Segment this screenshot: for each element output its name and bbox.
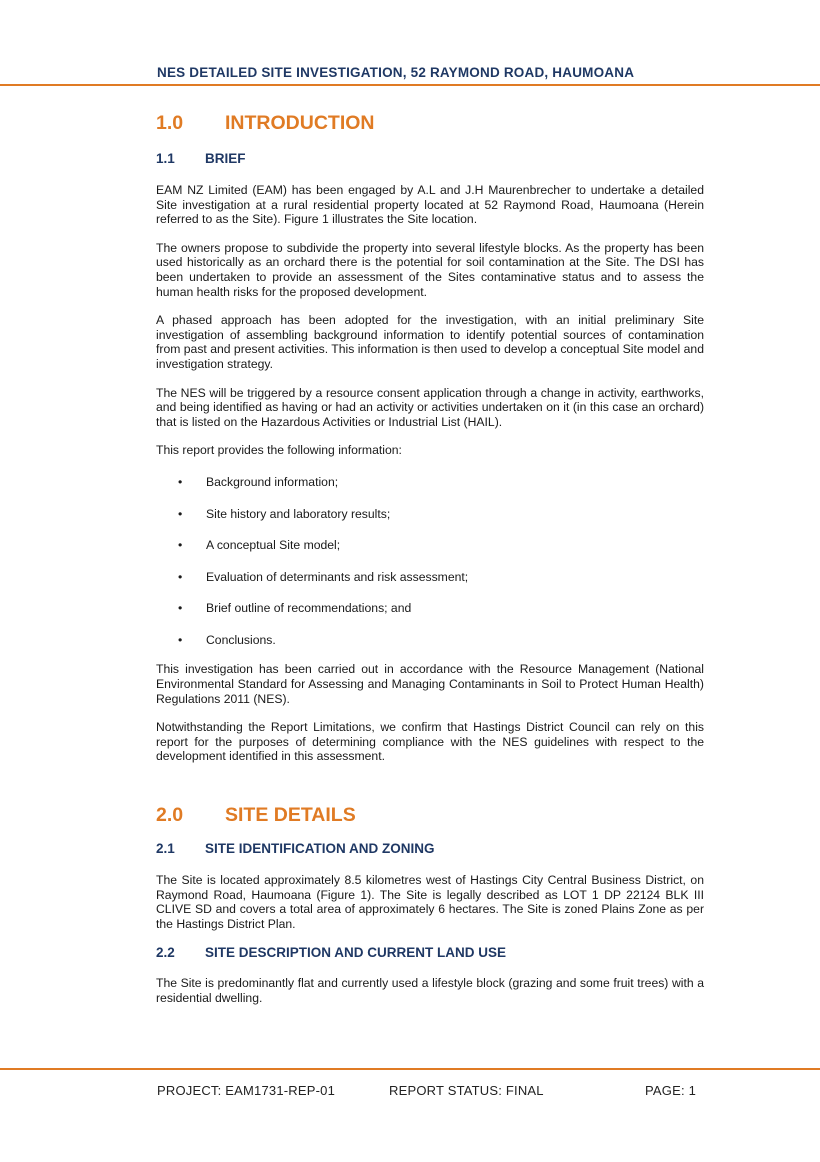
subsection-title: SITE IDENTIFICATION AND ZONING: [205, 841, 435, 857]
bullet-icon: •: [178, 632, 183, 647]
subsection-2-1-heading: [156, 841, 704, 856]
subsection-2-2-heading: [156, 945, 704, 960]
list-item: • Brief outline of recommendations; and: [178, 601, 412, 616]
subsection-number: 2.1: [156, 841, 175, 857]
footer-page-number: PAGE: 1: [645, 1083, 697, 1098]
subsection-number: 1.1: [156, 151, 175, 166]
paragraph: The owners propose to subdivide the property into several lifestyle blocks. As the property has been used historically as an orchard there is the potential for soil contamination at the Site. The DSI has been undertaken to provide an assessment of the Sites contaminative status and to assess the human health risks for the proposed development.: [156, 240, 704, 299]
section-number: 1.0: [156, 112, 184, 134]
bullet-list: [156, 475, 704, 648]
paragraph: The NES will be triggered by a resource consent application through a change in activity, earthworks, and being identified as having or had an activity or activities undertaken on it (in this case an orchard) that is listed on the Hazardous Activities or Industrial List (HAIL).: [156, 385, 704, 429]
footer-report-status: REPORT STATUS: FINAL: [389, 1083, 544, 1098]
section-title: INTRODUCTION: [225, 112, 375, 134]
list-item: • Site history and laboratory results;: [178, 506, 391, 521]
footer-divider: [0, 1068, 820, 1070]
section-number: 2.0: [156, 804, 184, 827]
paragraph: A phased approach has been adopted for the investigation, with an initial preliminary Site investigation of assembling background information to identify potential sources of contamination from past and present activities. This information is then used to develop a conceptual Site model and investigation strategy.: [156, 313, 704, 371]
paragraph: The Site is predominantly flat and currently used a lifestyle block (grazing and some fruit trees) with a residential dwelling.: [156, 976, 704, 1005]
list-item: • Conclusions.: [178, 632, 276, 647]
paragraph: The Site is located approximately 8.5 kilometres west of Hastings City Central Business District, on Raymond Road, Haumoana (Figure 1). The Site is legally described as LOT 1 DP 22124 BLK III CLIVE SD and covers a total area of approximately 6 hectares. The Site is zoned Plains Zone as per the Hastings District Plan.: [156, 873, 704, 931]
paragraph: This report provides the following information:: [156, 443, 402, 458]
list-item: • Evaluation of determinants and risk assessment;: [178, 569, 469, 584]
header-divider: [0, 84, 820, 86]
paragraph: This investigation has been carried out in accordance with the Resource Management (National Environmental Standard for Assessing and Managing Contaminants in Soil to Protect Human Health) Regulations 2011 (NES).: [156, 662, 704, 706]
footer-project: PROJECT: EAM1731-REP-01: [157, 1083, 335, 1098]
paragraph: EAM NZ Limited (EAM) has been engaged by A.L and J.H Maurenbrecher to undertake a detailed Site investigation at a rural residential property located at 52 Raymond Road, Haumoana (Herein referred to as the Site). Figure 1 illustrates the Site location.: [156, 183, 704, 227]
bullet-icon: •: [178, 569, 183, 584]
bullet-icon: •: [178, 506, 183, 521]
running-header: NES DETAILED SITE INVESTIGATION, 52 RAYMOND ROAD, HAUMOANA: [157, 65, 635, 80]
subsection-title: SITE DESCRIPTION AND CURRENT LAND USE: [205, 945, 507, 961]
section-1-heading: [156, 112, 704, 135]
bullet-icon: •: [178, 474, 183, 489]
section-2-heading: [156, 804, 704, 827]
bullet-icon: •: [178, 538, 183, 553]
subsection-1-1-heading: [156, 151, 704, 166]
list-item: • Background information;: [178, 474, 339, 489]
section-title: SITE DETAILS: [225, 804, 356, 827]
bullet-icon: •: [178, 601, 183, 616]
list-item: • A conceptual Site model;: [178, 538, 341, 553]
subsection-number: 2.2: [156, 945, 175, 961]
page-content: [156, 112, 704, 1006]
subsection-title: BRIEF: [205, 151, 246, 166]
paragraph: Notwithstanding the Report Limitations, we confirm that Hastings District Council can rely on this report for the purposes of determining compliance with the NES guidelines with respect to the development identified in this assessment.: [156, 720, 704, 764]
